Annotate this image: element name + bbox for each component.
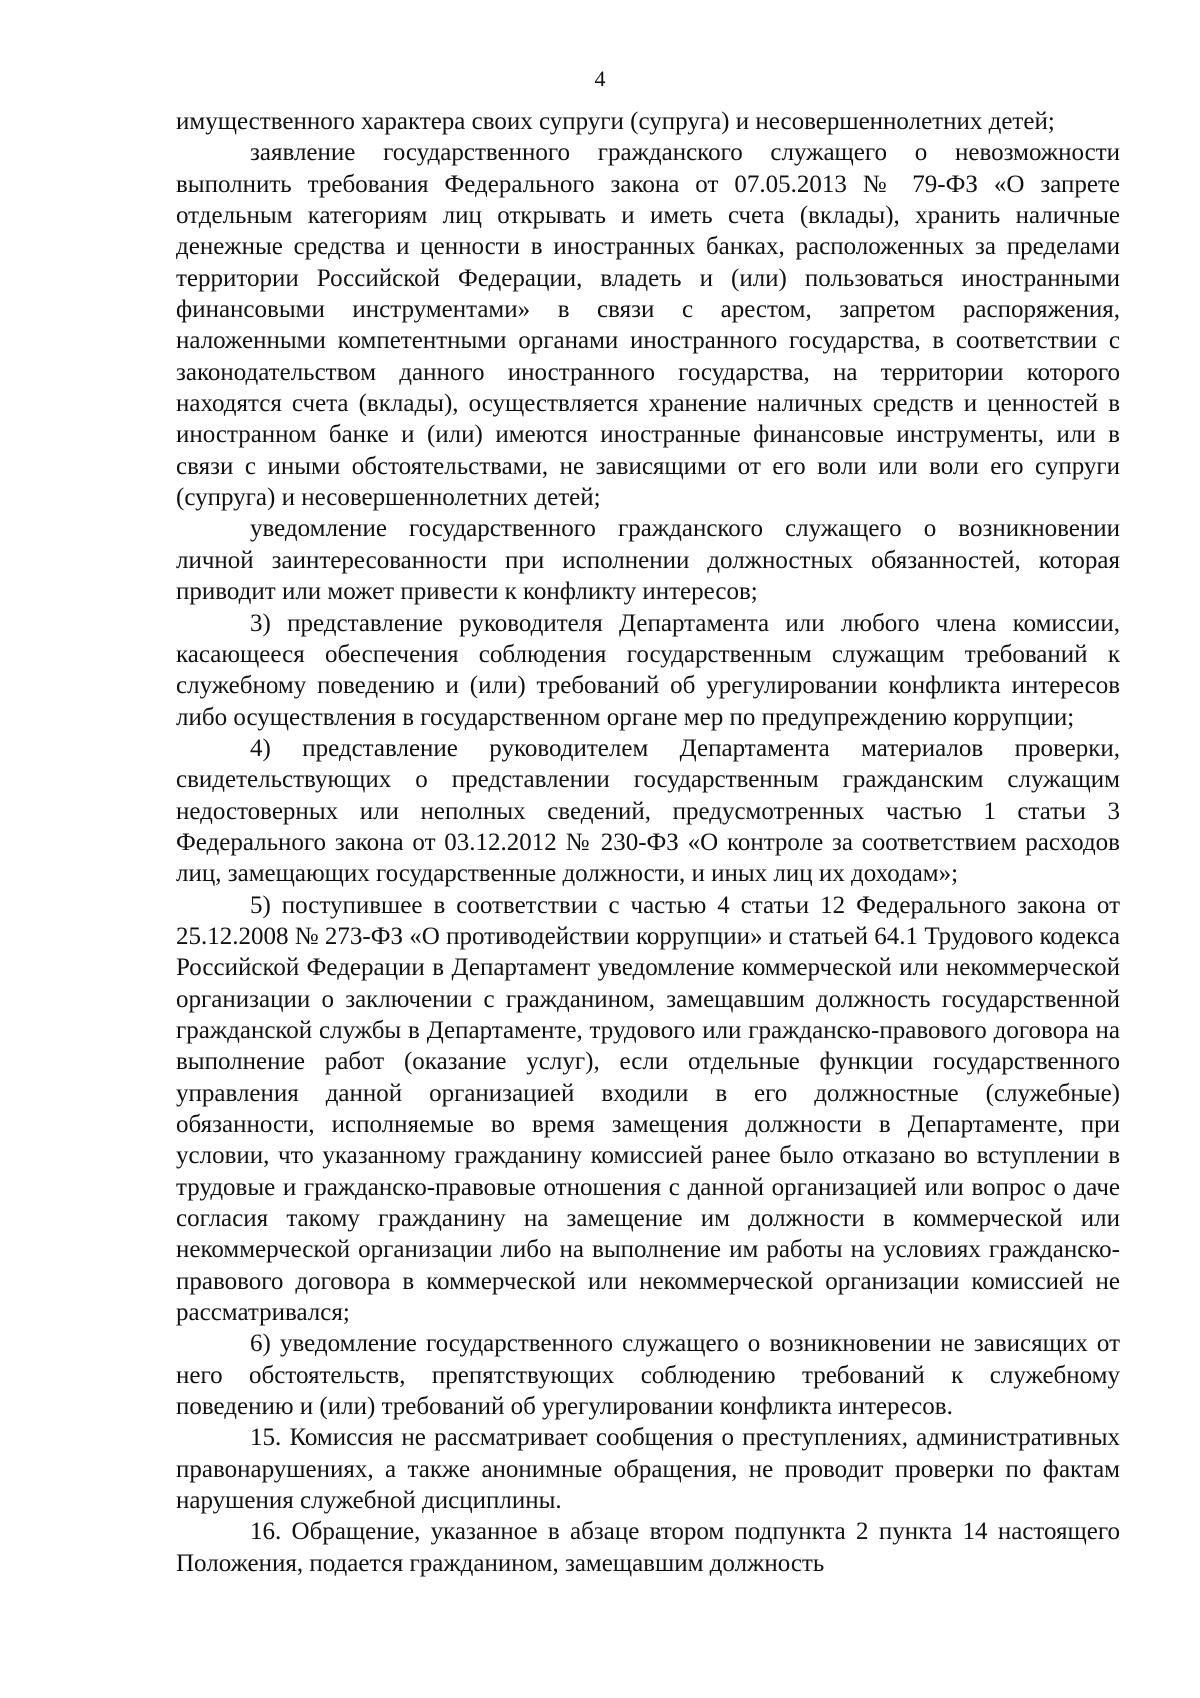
paragraph-application-impossibility: заявление государственного гражданского служащего о невозможности выполнить требования Федерального закона от 07.05.2013 № 79-ФЗ «О запрете отдельным категориям лиц открывать и иметь счета (вклады), хранить наличные денежные средства и ценности в иностранных банках, расположенных за пределами территории Российской Федерации, владеть и (или) пользоваться иностранными финансовыми инструментами» в связи с арестом, запретом распоряжения, наложенными компетентными органами иностранного государства, в соответствии с законодательством данного иностранного государства, на территории которого находятся счета (вклады), осуществляется хранение наличных средств и ценностей в иностранном банке и (или) имеются иностранные финансовые инструменты, или в связи с иными обстоятельствами, не зависящими от его воли или воли его супруги (супруга) и несовершеннолетних детей; bbox=[176, 139, 1120, 512]
page-number: 4 bbox=[594, 66, 606, 91]
paragraph-item-6: 6) уведомление государственного служащего о возникновении не зависящих от него обстоятельств, препятствующих соблюдению требований к служебному поведению и (или) требований об урегулировании конфликта интересов. bbox=[176, 1330, 1120, 1421]
document-body bbox=[176, 106, 1120, 1579]
paragraph-section-16: 16. Обращение, указанное в абзаце втором подпункта 2 пункта 14 настоящего Положения, подается гражданином, замещавшим должность bbox=[176, 1518, 1120, 1577]
paragraph-continuation: имущественного характера своих супруги (супруга) и несовершеннолетних детей; bbox=[176, 108, 1055, 135]
paragraph-item-4: 4) представление руководителем Департамента материалов проверки, свидетельствующих о представлении государственным гражданским служащим недостоверных или неполных сведений, предусмотренных частью 1 статьи 3 Федерального закона от 03.12.2012 № 230-ФЗ «О контроле за соответствием расходов лиц, замещающих государственные должности, и иных лиц их доходам»; bbox=[176, 734, 1120, 888]
paragraph-notice-personal-interest: уведомление государственного гражданского служащего о возникновении личной заинтересованности при исполнении должностных обязанностей, которая приводит или может привести к конфликту интересов; bbox=[176, 515, 1120, 606]
paragraph-item-3: 3) представление руководителя Департамента или любого члена комиссии, касающееся обеспечения соблюдения государственным служащим требований к служебному поведению и (или) требований об урегулировании конфликта интересов либо осуществления в государственном органе мер по предупреждению коррупции; bbox=[176, 609, 1120, 731]
paragraph-item-5: 5) поступившее в соответствии с частью 4 статьи 12 Федерального закона от 25.12.2008 № 273-ФЗ «О противодействии коррупции» и статьей 64.1 Трудового кодекса Российской Федерации в Департамент уведомление коммерческой или некоммерческой организации о заключении с гражданином, замещавшим должность государственной гражданской службы в Департаменте, трудового или гражданско-правового договора на выполнение работ (оказание услуг), если отдельные функции государственного управления данной организацией входили в его должностные (служебные) обязанности, исполняемые во время замещения должности в Департаменте, при условии, что указанному гражданину комиссией ранее было отказано во вступлении в трудовые и гражданско-правовые отношения с данной организацией или вопрос о даче согласия такому гражданину на замещение им должности в коммерческой или некоммерческой организации либо на выполнение им работы на условиях гражданско-правового договора в коммерческой или некоммерческой организации комиссией не рассматривался; bbox=[176, 891, 1120, 1327]
paragraph-section-15: 15. Комиссия не рассматривает сообщения о преступлениях, административных правонарушениях, а также анонимные обращения, не проводит проверки по фактам нарушения служебной дисциплины. bbox=[176, 1424, 1120, 1515]
